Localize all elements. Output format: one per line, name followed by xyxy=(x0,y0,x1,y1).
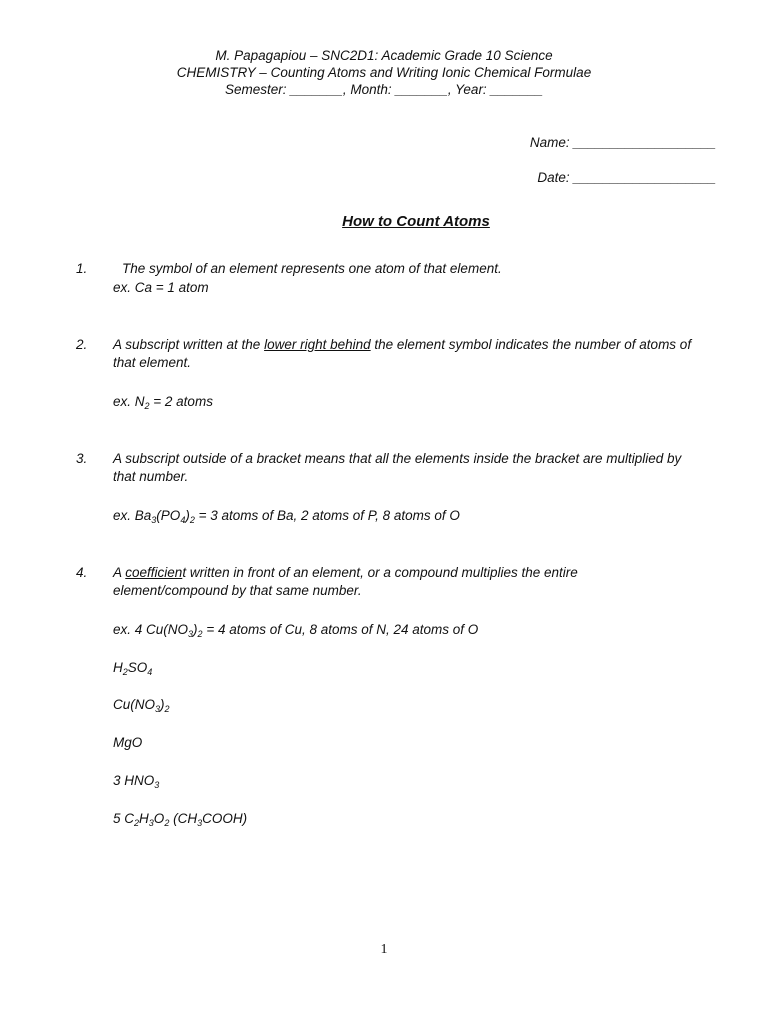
practice-formula-2: $Cu(NO_3)_2$ xyxy=(113,697,170,714)
practice-formula-3: MgO xyxy=(113,735,143,750)
item-1-number: 1. xyxy=(76,261,88,276)
item-4-example: ex. 4 $Cu(NO_3)_2 = 4$ atoms of Cu, 8 atoms of N, 24 atoms of O xyxy=(113,622,479,639)
item-3-text: A subscript outside of a bracket means that all the elements inside the bracket are multiplied by xyxy=(113,451,682,466)
header-unit-title: CHEMISTRY – Counting Atoms and Writing Ionic Chemical Formulae xyxy=(176,65,592,80)
practice-formula-1: $H_2SO_4$ xyxy=(113,660,153,677)
header-semester-line: Semester: _______, Month: _______, Year: _______ xyxy=(225,82,543,97)
name-field: Name: ___________________ xyxy=(529,135,716,150)
date-field: Date: ___________________ xyxy=(537,170,716,185)
page-number: 1 xyxy=(380,942,388,957)
practice-formula-4: 3 $HNO_3$ xyxy=(113,773,160,790)
item-2-text: A subscript written at the lower right behind the element symbol indicates the number of atoms of xyxy=(113,337,692,352)
item-3-text-cont: that number. xyxy=(113,469,189,484)
item-4-number: 4. xyxy=(76,565,88,580)
item-3-number: 3. xyxy=(76,451,88,466)
page-title: How to Count Atoms xyxy=(342,213,490,230)
item-3-example: ex. $Ba_3(PO_4)_2 = 3$ atoms of Ba, 2 atoms of P, 8 atoms of O xyxy=(113,508,460,525)
underlined-phrase: lower right behind xyxy=(264,337,371,352)
item-2-number: 2. xyxy=(76,337,88,352)
item-2-text-cont: that element. xyxy=(113,355,192,370)
item-4-text: A coefficient written in front of an element, or a compound multiplies the entire xyxy=(113,565,578,580)
item-1-text: The symbol of an element represents one atom of that element. xyxy=(122,261,502,276)
item-4-text-cont: element/compound by that same number. xyxy=(113,583,362,598)
practice-formula-5: 5 $C_2H_3O_2$ $(CH_3COOH)$ xyxy=(113,811,248,828)
header-author-course: M. Papagapiou – SNC2D1: Academic Grade 10 Science xyxy=(215,48,553,63)
item-1-example: ex. Ca = 1 atom xyxy=(113,280,209,295)
underlined-word: coefficien xyxy=(125,565,183,580)
document-header xyxy=(0,47,768,98)
item-2-example: ex. $N_2 = 2$ atoms xyxy=(113,394,213,411)
